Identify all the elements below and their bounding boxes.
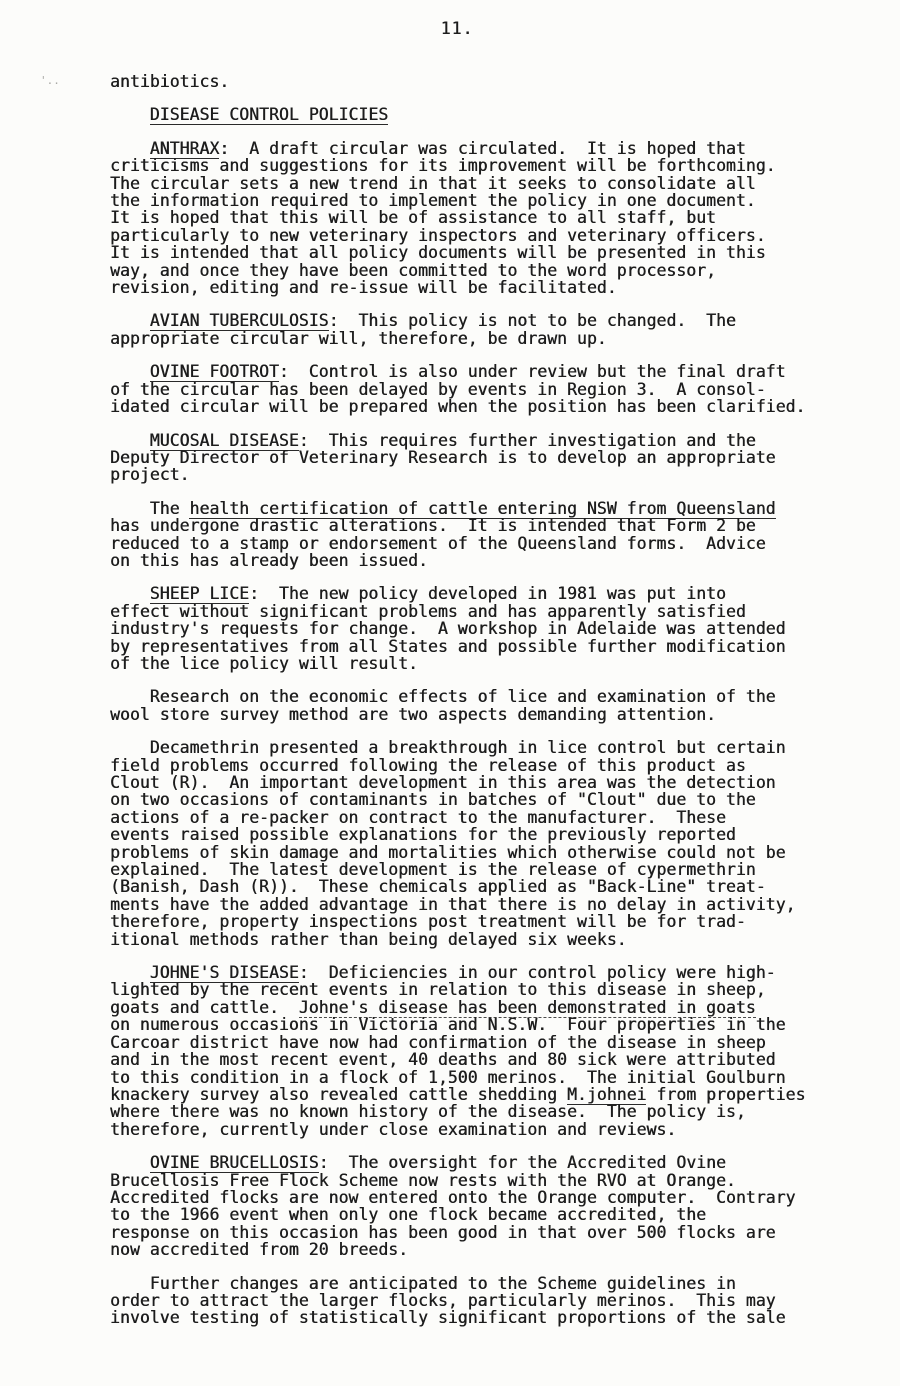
text-segment xyxy=(110,431,150,450)
text-line xyxy=(110,312,870,329)
underlined-text: M.johnei xyxy=(566,1084,647,1104)
text-segment: Further changes are anticipated to the Scheme guidelines in xyxy=(110,1273,736,1293)
text-line xyxy=(110,861,870,878)
text-segment: antibiotics. xyxy=(110,72,230,91)
heading-disease-control-policies xyxy=(110,106,870,123)
text-segment: of the lice policy will result. xyxy=(110,653,418,673)
text-segment: ments have the added advantage in that there is no delay in activity, xyxy=(110,894,796,914)
text-line xyxy=(110,1224,870,1241)
underlined-text: Johne's disease has been demonstrated in goats xyxy=(298,997,756,1017)
text-segment: by representatives from all States and possible further modification xyxy=(110,636,786,656)
text-segment: It is intended that all policy documents will be presented in this xyxy=(110,243,766,263)
text-segment: wool store survey method are two aspects demanding attention. xyxy=(110,704,716,724)
paragraph-mucosal-disease xyxy=(110,432,870,484)
text-segment: to the 1966 event when only one flock became accredited, the xyxy=(110,1205,707,1225)
text-line xyxy=(110,244,870,261)
text-line xyxy=(110,1292,870,1309)
text-line xyxy=(110,209,870,226)
text-segment: effect without significant problems and has apparently satisfied xyxy=(110,601,746,621)
text-line xyxy=(110,381,870,398)
text-segment: has undergone drastic alterations. It is intended that Form 2 be xyxy=(110,516,756,536)
text-segment: now accredited from 20 breeds. xyxy=(110,1240,409,1260)
text-segment: criticisms and suggestions for its improvement will be forthcoming. xyxy=(110,156,776,176)
text-segment: to this condition in a flock of 1,500 merinos. The initial Goulburn xyxy=(110,1067,786,1087)
text-segment: way, and once they have been committed to the word processor, xyxy=(110,260,716,280)
text-line xyxy=(110,774,870,791)
text-segment: and in the most recent event, 40 deaths and 80 sick were attributed xyxy=(110,1050,776,1070)
text-segment xyxy=(110,311,150,330)
text-segment: : The oversight for the Accredited Ovine xyxy=(318,1153,726,1173)
text-segment: the information required to implement the policy in one document. xyxy=(110,191,756,211)
text-line xyxy=(110,688,870,705)
text-line xyxy=(110,913,870,930)
text-line xyxy=(110,964,870,981)
text-line xyxy=(110,449,870,466)
text-segment: appropriate circular will, therefore, be drawn up. xyxy=(110,328,607,348)
page-number: 11. xyxy=(440,19,474,38)
text-line xyxy=(110,981,870,998)
text-line xyxy=(110,638,870,655)
text-segment: It is hoped that this will be of assistance to all staff, but xyxy=(110,208,716,228)
underlined-text: health certification of cattle entering NSW from Queensland xyxy=(189,498,776,518)
text-line xyxy=(110,552,870,569)
text-line xyxy=(110,192,870,209)
text-segment: Accredited flocks are now entered onto the Orange computer. Contrary xyxy=(110,1187,796,1207)
paragraph-decamethrin xyxy=(110,739,870,948)
text-segment: Research on the economic effects of lice and examination of the xyxy=(110,687,776,707)
text-segment: Decamethrin presented a breakthrough in lice control but certain xyxy=(110,738,786,758)
text-line xyxy=(110,535,870,552)
text-segment: on numerous occasions in Victoria and N.S.W. Four properties in the xyxy=(110,1015,786,1035)
text-segment: of the circular has been delayed by events in Region 3. A consol- xyxy=(110,379,766,399)
text-line xyxy=(110,1051,870,1068)
text-segment: response on this occasion has been good in that over 500 flocks are xyxy=(110,1222,776,1242)
text-segment: : A draft circular was circulated. It is hoped that xyxy=(219,138,746,158)
text-line xyxy=(110,175,870,192)
text-segment xyxy=(110,584,150,603)
text-line xyxy=(110,655,870,672)
text-segment: : This requires further investigation and the xyxy=(298,430,756,450)
text-segment: on two occasions of contaminants in batches of "Clout" due to the xyxy=(110,790,756,810)
text-segment: order to attract the larger flocks, particularly merinos. This may xyxy=(110,1290,776,1310)
document-body xyxy=(110,73,870,1343)
text-segment: particularly to new veterinary inspectors and veterinary officers. xyxy=(110,225,766,245)
text-line xyxy=(110,999,870,1016)
paragraph-anthrax xyxy=(110,140,870,297)
text-line xyxy=(110,844,870,861)
text-segment: knackery survey also revealed cattle shedding xyxy=(110,1084,567,1104)
underlined-text: MUCOSAL DISEASE xyxy=(149,430,299,450)
text-line xyxy=(110,1189,870,1206)
underlined-text: DISEASE CONTROL POLICIES xyxy=(149,105,389,125)
text-line xyxy=(110,603,870,620)
underlined-text: AVIAN TUBERCULOSIS xyxy=(149,311,329,331)
text-line xyxy=(110,585,870,602)
text-segment: on this has already been issued. xyxy=(110,550,428,570)
text-line xyxy=(110,1086,870,1103)
text-line xyxy=(110,1172,870,1189)
text-line xyxy=(110,73,870,90)
text-line xyxy=(110,157,870,174)
text-segment: lighted by the recent events in relation to this disease in sheep, xyxy=(110,980,766,1000)
paragraph-johnes-disease xyxy=(110,964,870,1138)
text-segment xyxy=(110,963,150,982)
text-line xyxy=(110,398,870,415)
text-segment: from properties xyxy=(646,1084,806,1104)
underlined-text: ANTHRAX xyxy=(149,138,220,158)
text-line xyxy=(110,757,870,774)
text-segment xyxy=(110,105,150,124)
text-segment: problems of skin damage and mortalities which otherwise could not be xyxy=(110,842,786,862)
text-line xyxy=(110,791,870,808)
text-segment: goats and cattle. xyxy=(110,997,299,1017)
text-line xyxy=(110,363,870,380)
text-line xyxy=(110,432,870,449)
text-segment: idated circular will be prepared when the position has been clarified. xyxy=(110,397,806,417)
paragraph-avian-tuberculosis xyxy=(110,312,870,347)
text-segment: The circular sets a new trend in that it seeks to consolidate all xyxy=(110,173,756,193)
text-line xyxy=(110,896,870,913)
text-segment: involve testing of statistically significant proportions of the sale xyxy=(110,1308,786,1328)
text-line xyxy=(110,739,870,756)
text-line xyxy=(110,227,870,244)
underlined-text: SHEEP LICE xyxy=(149,584,250,604)
text-segment: Brucellosis Free Flock Scheme now rests with the RVO at Orange. xyxy=(110,1170,736,1190)
text-line xyxy=(110,262,870,279)
text-segment: project. xyxy=(110,465,190,485)
line-antibiotics xyxy=(110,73,870,90)
underlined-text: OVINE FOOTROT xyxy=(149,362,279,382)
text-line xyxy=(110,517,870,534)
text-line xyxy=(110,1275,870,1292)
text-line xyxy=(110,1034,870,1051)
text-segment: actions of a re-packer on contract to the manufacturer. These xyxy=(110,807,726,827)
text-segment: : Deficiencies in our control policy were high- xyxy=(298,963,776,983)
text-segment: itional methods rather than being delayed six weeks. xyxy=(110,929,627,949)
text-segment: field problems occurred following the release of this product as xyxy=(110,755,746,775)
text-line xyxy=(110,706,870,723)
text-segment: Deputy Director of Veterinary Research is to develop an appropriate xyxy=(110,447,776,467)
paragraph-ovine-brucellosis xyxy=(110,1154,870,1258)
text-segment: The xyxy=(110,498,190,518)
text-line xyxy=(110,106,870,123)
text-line xyxy=(110,1154,870,1171)
text-segment: where there was no known history of the disease. The policy is, xyxy=(110,1102,746,1122)
underlined-text: OVINE BRUCELLOSIS xyxy=(149,1153,319,1173)
text-line xyxy=(110,931,870,948)
text-segment: : The new policy developed in 1981 was put into xyxy=(249,584,726,604)
text-line xyxy=(110,330,870,347)
text-line xyxy=(110,500,870,517)
text-segment: therefore, property inspections post treatment will be for trad- xyxy=(110,912,746,932)
paragraph-ovine-footrot xyxy=(110,363,870,415)
text-line xyxy=(110,279,870,296)
text-segment xyxy=(110,1153,150,1172)
text-segment: industry's requests for change. A workshop in Adelaide was attended xyxy=(110,619,786,639)
text-line xyxy=(110,1016,870,1033)
text-line xyxy=(110,809,870,826)
text-line xyxy=(110,1069,870,1086)
text-segment: explained. The latest development is the release of cypermethrin xyxy=(110,860,756,880)
text-line xyxy=(110,1103,870,1120)
text-line xyxy=(110,826,870,843)
text-line xyxy=(110,1241,870,1258)
text-line xyxy=(110,1121,870,1138)
paragraph-further-changes xyxy=(110,1275,870,1327)
text-line xyxy=(110,1309,870,1326)
text-segment: Clout (R). An important development in this area was the detection xyxy=(110,773,776,792)
text-line xyxy=(110,620,870,637)
paragraph-sheep-lice xyxy=(110,585,870,672)
text-segment: : Control is also under review but the final draft xyxy=(278,362,786,382)
paragraph-health-certification xyxy=(110,500,870,570)
text-segment: reduced to a stamp or endorsement of the Queensland forms. Advice xyxy=(110,533,766,553)
text-line xyxy=(110,466,870,483)
text-segment: : This policy is not to be changed. The xyxy=(328,311,736,331)
text-segment: events raised possible explanations for the previously reported xyxy=(110,825,736,845)
text-segment: revision, editing and re-issue will be facilitated. xyxy=(110,278,617,298)
paragraph-research xyxy=(110,688,870,723)
text-segment: therefore, currently under close examination and reviews. xyxy=(110,1119,677,1139)
text-segment xyxy=(110,362,150,381)
text-segment xyxy=(110,139,150,158)
text-segment: (Banish, Dash (R)). These chemicals applied as "Back-Line" treat- xyxy=(110,877,766,897)
text-line xyxy=(110,878,870,895)
text-line xyxy=(110,1206,870,1223)
text-line xyxy=(110,140,870,157)
text-segment: Carcoar district have now had confirmation of the disease in sheep xyxy=(110,1032,766,1052)
scan-artifact: '.. xyxy=(40,74,60,87)
underlined-text: JOHNE'S DISEASE xyxy=(149,963,299,983)
